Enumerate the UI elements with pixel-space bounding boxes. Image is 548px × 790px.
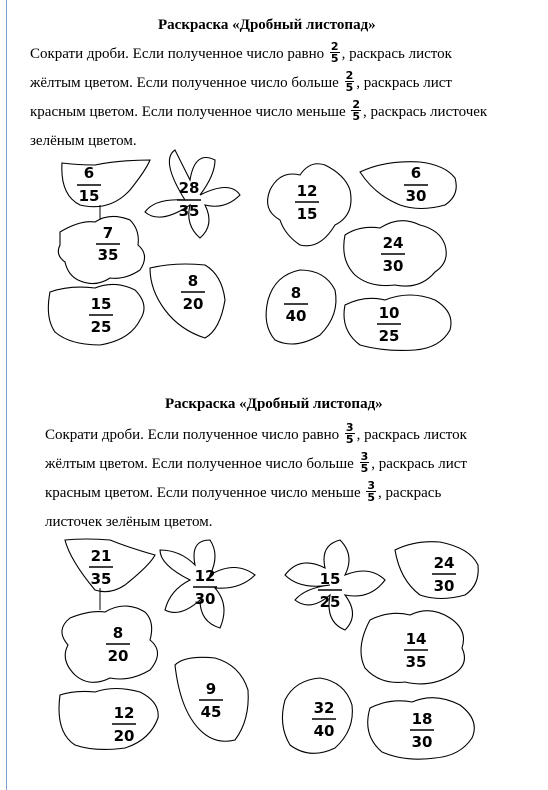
svg-text:40: 40: [285, 307, 307, 325]
svg-text:6: 6: [83, 164, 95, 182]
svg-text:8: 8: [290, 284, 302, 302]
svg-text:40: 40: [313, 722, 335, 740]
svg-text:12: 12: [113, 704, 135, 722]
leaf-fraction: [410, 710, 434, 751]
leaf-fraction: [404, 630, 428, 671]
leaf-fraction: [432, 554, 456, 595]
leaf-fraction: [377, 304, 401, 345]
svg-text:35: 35: [97, 246, 119, 264]
svg-text:15: 15: [296, 205, 318, 223]
reference-fraction: $\frac{3}{5}$: [345, 421, 354, 447]
reference-fraction: $\frac{3}{5}$: [360, 450, 369, 476]
svg-text:25: 25: [319, 593, 341, 611]
leaf-fraction: [312, 699, 336, 740]
worksheet-2: [0, 390, 548, 790]
worksheet-title: Раскраска «Дробный листопад»: [165, 396, 383, 412]
svg-text:35: 35: [90, 570, 112, 588]
svg-text:8: 8: [187, 272, 199, 290]
leaf-fraction: [381, 234, 405, 275]
svg-text:30: 30: [194, 590, 216, 608]
svg-text:45: 45: [200, 703, 222, 721]
svg-text:21: 21: [90, 547, 112, 565]
reference-fraction: $\frac{2}{5}$: [352, 98, 361, 124]
worksheet-title: Раскраска «Дробный листопад»: [158, 17, 376, 33]
leaf-shape: [62, 160, 150, 207]
leaf-fraction: [318, 570, 342, 611]
svg-text:6: 6: [410, 164, 422, 182]
svg-text:30: 30: [433, 577, 455, 595]
svg-text:28: 28: [178, 179, 200, 197]
svg-text:24: 24: [433, 554, 455, 572]
leaf-fraction: [89, 295, 113, 336]
instructions: Сократи дроби. Если полученное число равно $\frac{3}{5}$ , раскрась листок жёлтым цветом. Если полученное число больше $\frac{3}{5}$ , раскрась лист красным цветом. Если полученное число меньше $\frac{3}{5}$ , раскрась листочек зелёным цветом.: [45, 421, 467, 530]
reference-fraction: $\frac{2}{5}$: [330, 40, 339, 66]
leaf-shape: [59, 689, 158, 750]
svg-text:15: 15: [319, 570, 341, 588]
svg-text:12: 12: [296, 182, 318, 200]
svg-text:24: 24: [382, 234, 404, 252]
instructions: Сократи дроби. Если полученное число равно $\frac{2}{5}$ , раскрась листок жёлтым цветом. Если полученное число больше $\frac{2}{5}$ , раскрась лист красным цветом. Если полученное число меньше $\frac{2}{5}$ , раскрась листочек зелёным цветом.: [30, 40, 488, 149]
leaf-fraction: [295, 182, 319, 223]
worksheet-1: [0, 0, 548, 390]
svg-text:8: 8: [112, 624, 124, 642]
svg-text:20: 20: [107, 647, 129, 665]
svg-text:32: 32: [313, 699, 335, 717]
leaf-fraction: [89, 547, 113, 588]
svg-text:20: 20: [113, 727, 135, 745]
leaf-fraction: [177, 179, 201, 220]
reference-fraction: $\frac{2}{5}$: [345, 69, 354, 95]
svg-text:15: 15: [78, 187, 100, 205]
svg-text:10: 10: [378, 304, 400, 322]
svg-text:18: 18: [411, 710, 433, 728]
leaf-fraction: [193, 567, 217, 608]
svg-text:30: 30: [382, 257, 404, 275]
svg-text:7: 7: [102, 224, 114, 242]
svg-text:20: 20: [182, 295, 204, 313]
svg-text:25: 25: [90, 318, 112, 336]
svg-text:35: 35: [405, 653, 427, 671]
reference-fraction: $\frac{3}{5}$: [367, 479, 376, 505]
svg-text:14: 14: [405, 630, 427, 648]
svg-text:12: 12: [194, 567, 216, 585]
svg-text:25: 25: [378, 327, 400, 345]
svg-text:30: 30: [411, 733, 433, 751]
leaf-fraction: [112, 704, 136, 745]
svg-text:30: 30: [405, 187, 427, 205]
svg-text:15: 15: [90, 295, 112, 313]
svg-text:9: 9: [205, 680, 217, 698]
svg-text:35: 35: [178, 202, 200, 220]
